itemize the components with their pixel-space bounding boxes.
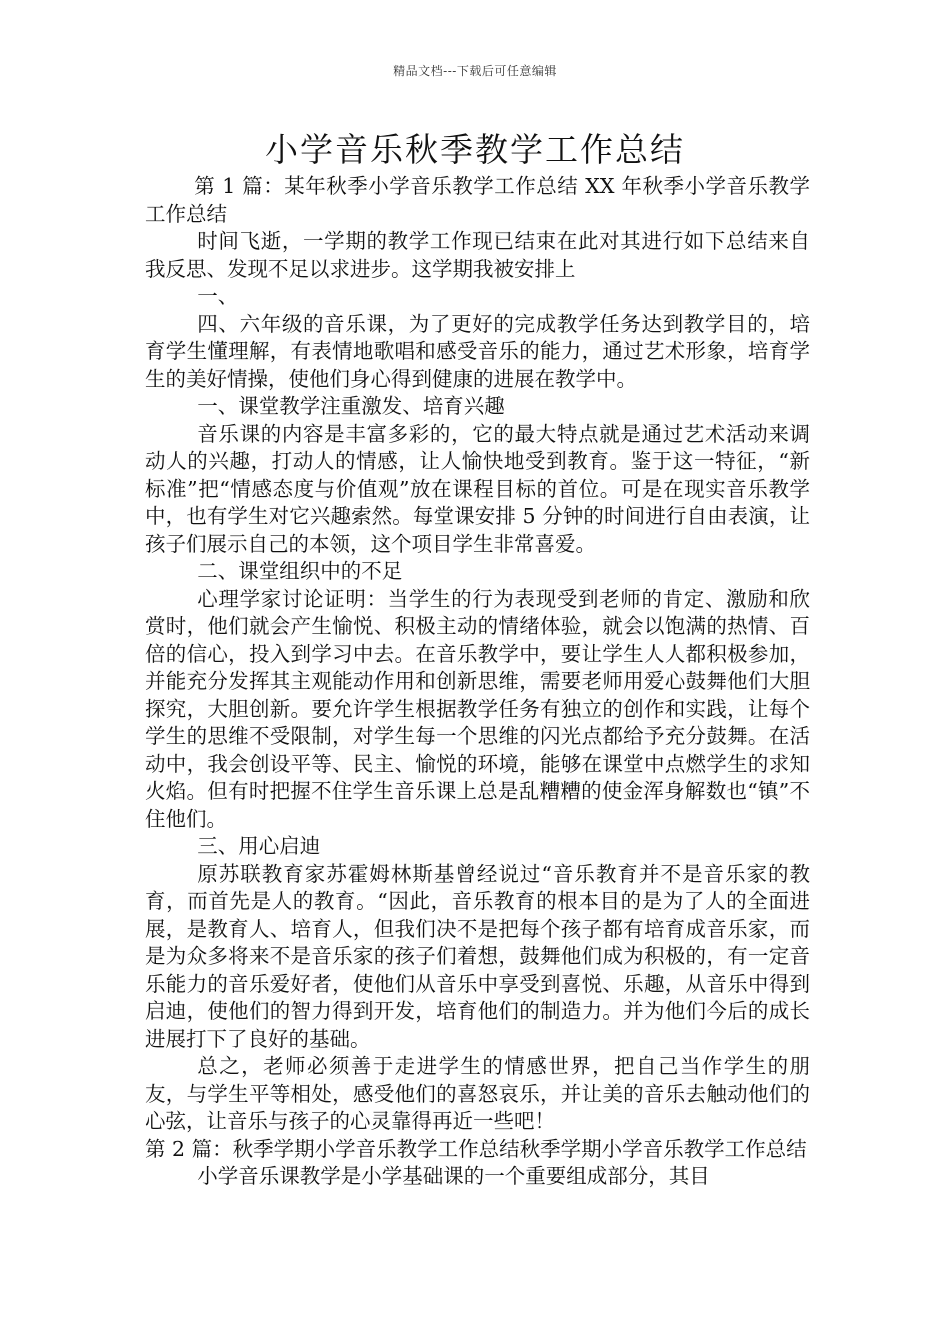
paragraph: 音乐课的内容是丰富多彩的，它的最大特点就是通过艺术活动来调动人的兴趣，打动人的情感，让人愉快地受到教育。鉴于这一特征，“新标准”把“情感态度与价值观”放在课程目标的首位。可是在现实音乐教学中，也有学生对它兴趣索然。每堂课安排 5 分钟的时间进行自由表演，让孩子们展示自己的本领，这个项目学生非常喜爱。	[145, 421, 810, 556]
paragraph: 心理学家讨论证明：当学生的行为表现受到老师的肯定、激励和欣赏时，他们就会产生愉悦、积极主动的情绪体验，就会以饱满的热情、百倍的信心，投入到学习中去。在音乐教学中，要让学生人人都积极参加，并能充分发挥其主观能动作用和创新思维，需要老师用爱心鼓舞他们大胆探究，大胆创新。要允许学生根据教学任务有独立的创作和实践，让每个学生的思维不受限制，对学生每一个思维的闪光点都给予充分鼓舞。在活动中，我会创设平等、民主、愉悦的环境，能够在课堂中点燃学生的求知火焰。但有时把握不住学生音乐课上总是乱糟糟的使金浑身解数也“镇”不住他们。	[145, 586, 810, 831]
subheading: 二、课堂组织中的不足	[197, 559, 403, 583]
paragraph: 一、	[197, 284, 239, 308]
section-heading-part-1: 第 1 篇：某年秋季小学音乐教学工作总结 XX 年秋季小学音乐教学工作总结	[145, 174, 810, 226]
section-heading-part-2: 第 2 篇：秋季学期小学音乐教学工作总结秋季学期小学音乐教学工作总结	[145, 1136, 807, 1161]
document-title: 小学音乐秋季教学工作总结	[265, 130, 685, 169]
paragraph: 四、六年级的音乐课，为了更好的完成教学任务达到教学目的，培育学生懂理解，有表情地歌唱和感受音乐的能力，通过艺术形象，培育学生的美好情操，使他们身心得到健康的进展在教学中。	[145, 311, 810, 391]
subheading: 三、用心启迪	[197, 834, 321, 858]
subheading: 一、课堂教学注重激发、培育兴趣	[197, 394, 505, 418]
header-note: 精品文档---下载后可任意编辑	[393, 64, 557, 78]
paragraph: 总之，老师必须善于走进学生的情感世界，把自己当作学生的朋友，与学生平等相处，感受他们的喜怒哀乐，并让美的音乐去触动他们的心弦，让音乐与孩子的心灵靠得再近一些吧！	[145, 1054, 810, 1133]
paragraph: 时间飞逝，一学期的教学工作现已结束在此对其进行如下总结来自我反思、发现不足以求进步。这学期我被安排上	[145, 229, 810, 281]
document-body	[145, 173, 810, 1191]
paragraph: 原苏联教育家苏霍姆林斯基曾经说过“音乐教育并不是音乐家的教育，而首先是人的教育。“因此，音乐教育的根本目的是为了人的全面进展，是教育人、培育人，但我们决不是把每个孩子都有培育成音乐家，而是为众多将来不是音乐家的孩子们着想，鼓舞他们成为积极的，有一定音乐能力的音乐爱好者，使他们从音乐中享受到喜悦、乐趣，从音乐中得到启迪，使他们的智力得到开发，培育他们的制造力。并为他们今后的成长进展打下了良好的基础。	[145, 861, 810, 1051]
paragraph: 小学音乐课教学是小学基础课的一个重要组成部分，其目	[197, 1164, 710, 1188]
